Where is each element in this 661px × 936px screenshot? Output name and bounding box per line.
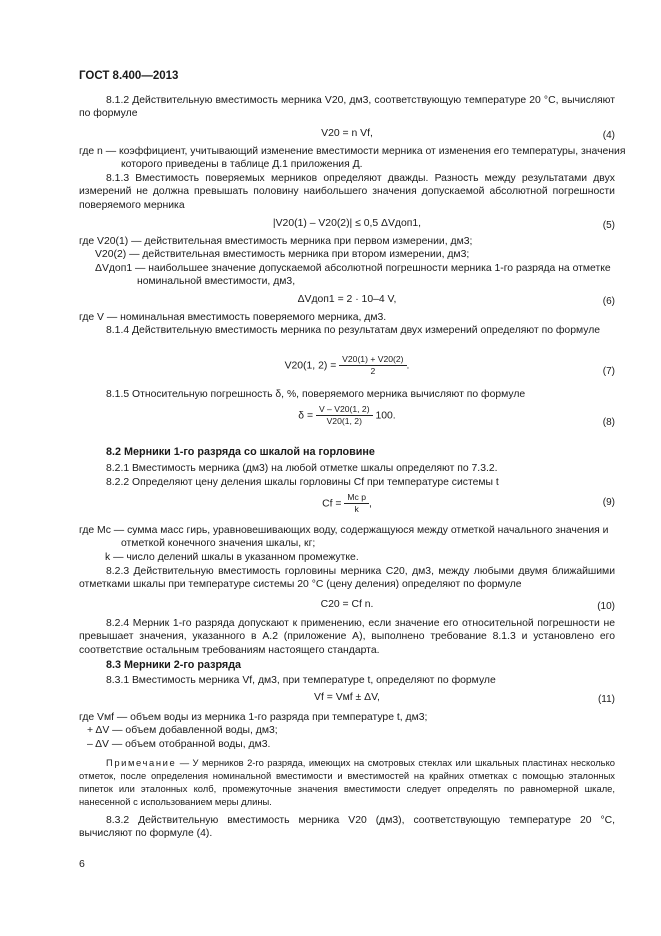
note-text: — У мерников 2-го разряда, имеющих на смотровых стеклах или шкальных пластинах несколько отметок, после определения номинальной вместимости и вместимостей на крайних отметках с помощью эталонных пипеток или эталонных колб, промежуточные значения вместимости следует определять по равномерной шкале, нанесенной с использованием меры длины. (79, 757, 615, 807)
equation-number-8: (8) (602, 417, 615, 428)
equation-number-5: (5) (602, 220, 615, 231)
formula-6: ΔVдоп1 = 2 · 10–4 V, (297, 294, 397, 305)
formula-7-lhs: V20(1, 2) = (284, 360, 337, 372)
where-item: – ΔV — объем отобранной воды, дм3. (87, 738, 271, 750)
paragraph-8-3-2: 8.3.2 Действительную вместимость мерника V20 (дм3), соответствующую температуре 20 °С, вычисляют по формуле (4). (79, 815, 615, 840)
note-block (79, 756, 615, 808)
where-item: k — число делений шкалы в указанном промежутке. (105, 551, 359, 563)
fraction (339, 354, 406, 377)
page-number: 6 (79, 858, 85, 870)
formula-10: C20 = Cf n. (320, 599, 374, 610)
where-list-9 (79, 524, 615, 564)
where-list-11 (79, 711, 615, 751)
paragraph-8-2-4: 8.2.4 Мерник 1-го разряда допускают к применению, если значение его относительной погрешности не превышает значения, указанного в А.2 (приложение А), выполнено требование 8.1.3 и установлено его соответствие остальным требованиям настоящего стандарта. (79, 618, 615, 656)
paragraph-8-1-3: 8.1.3 Вместимость поверяемых мерников определяют дважды. Разность между результатами двух измерений не должна превышать половину наибольшего значения допускаемой абсолютной погрешности поверяемого мерника (79, 173, 615, 211)
where-v: где V — номинальная вместимость поверяемого мерника, дм3. (79, 312, 387, 323)
formula-8-lhs: δ = (298, 410, 314, 422)
paragraph-8-2-1: 8.2.1 Вместимость мерника (дм3) на любой отметке шкалы определяют по 7.3.2. (106, 463, 498, 474)
numerator: V20(1) + V20(2) (339, 354, 406, 366)
paragraph-8-2-2: 8.2.2 Определяют цену деления шкалы горловины Cf при температуре системы t (106, 477, 499, 488)
formula-9-tail: , (368, 498, 372, 510)
paragraph-8-1-2: 8.1.2 Действительную вместимость мерника V20, дм3, соответствующую температуре 20 °С, вычисляют по формуле (79, 95, 615, 120)
paragraph-8-1-4: 8.1.4 Действительную вместимость мерника по результатам двух измерений определяют по формуле (106, 325, 601, 336)
paragraph-8-2-3: 8.2.3 Действительную вместимость горловины мерника C20, дм3, между любыми двумя ближайшими отметками шкалы при температуре системы 20 °С (цену деления) определяют по формуле (79, 566, 615, 591)
formula-9-lhs: Cf = (322, 498, 342, 510)
where-list-5 (79, 235, 615, 289)
where-item: V20(2) — действительная вместимость мерника при втором измерении, дм3; (95, 249, 470, 261)
formula-9 (79, 492, 615, 515)
numerator: Mc p (344, 492, 369, 504)
paragraph-8-3-1: 8.3.1 Вместимость мерника Vf, дм3, при температуре t, определяют по формуле (106, 675, 496, 686)
equation-number-9: (9) (602, 497, 615, 508)
fraction (316, 404, 373, 427)
denominator: 2 (370, 366, 376, 376)
note-label: Примечание (106, 757, 177, 768)
where-n: где n — коэффициент, учитывающий изменение вместимости мерника от изменения его температуры, значения которого приведены в таблице Д.1 приложения Д. (79, 146, 626, 171)
fraction (344, 492, 369, 515)
formula-7-tail: . (406, 360, 410, 372)
section-heading-8-3: 8.3 Мерники 2-го разряда (106, 659, 242, 671)
numerator: V – V20(1, 2) (316, 404, 373, 416)
where-item: где Mc — сумма масс гирь, уравновешивающих воду, содержащуюся между отметкой начального значения и отметкой конечного значения шкалы, кг; (79, 525, 609, 550)
document-header: ГОСТ 8.400—2013 (79, 70, 179, 82)
denominator: k (354, 504, 359, 514)
formula-11: Vf = Vмf ± ΔV, (314, 692, 380, 703)
where-item: где Vмf — объем воды из мерника 1-го разряда при температуре t, дм3; (79, 712, 428, 723)
denominator: V20(1, 2) (326, 416, 362, 426)
paragraph-8-1-5: 8.1.5 Относительную погрешность δ, %, поверяемого мерника вычисляют по формуле (106, 389, 526, 400)
where-item: где V20(1) — действительная вместимость мерника при первом измерении, дм3; (79, 236, 473, 247)
equation-number-7: (7) (602, 366, 615, 377)
formula-5: |V20(1) – V20(2)| ≤ 0,5 ΔVдоп1, (272, 218, 422, 229)
equation-number-10: (10) (597, 601, 615, 612)
formula-7 (79, 354, 615, 377)
section-heading-8-2: 8.2 Мерники 1-го разряда со шкалой на горловине (106, 446, 375, 458)
equation-number-6: (6) (602, 296, 615, 307)
formula-4: V20 = n Vf, (321, 128, 373, 139)
formula-8-tail: 100. (375, 410, 396, 422)
equation-number-4: (4) (602, 130, 615, 141)
equation-number-11: (11) (597, 694, 615, 705)
where-item: + ΔV — объем добавленной воды, дм3; (87, 725, 278, 737)
formula-8 (79, 404, 615, 427)
where-item: ΔVдоп1 — наибольшее значение допускаемой абсолютной погрешности мерника 1-го разряда на отметке номинальной вместимости, дм3, (95, 262, 611, 288)
